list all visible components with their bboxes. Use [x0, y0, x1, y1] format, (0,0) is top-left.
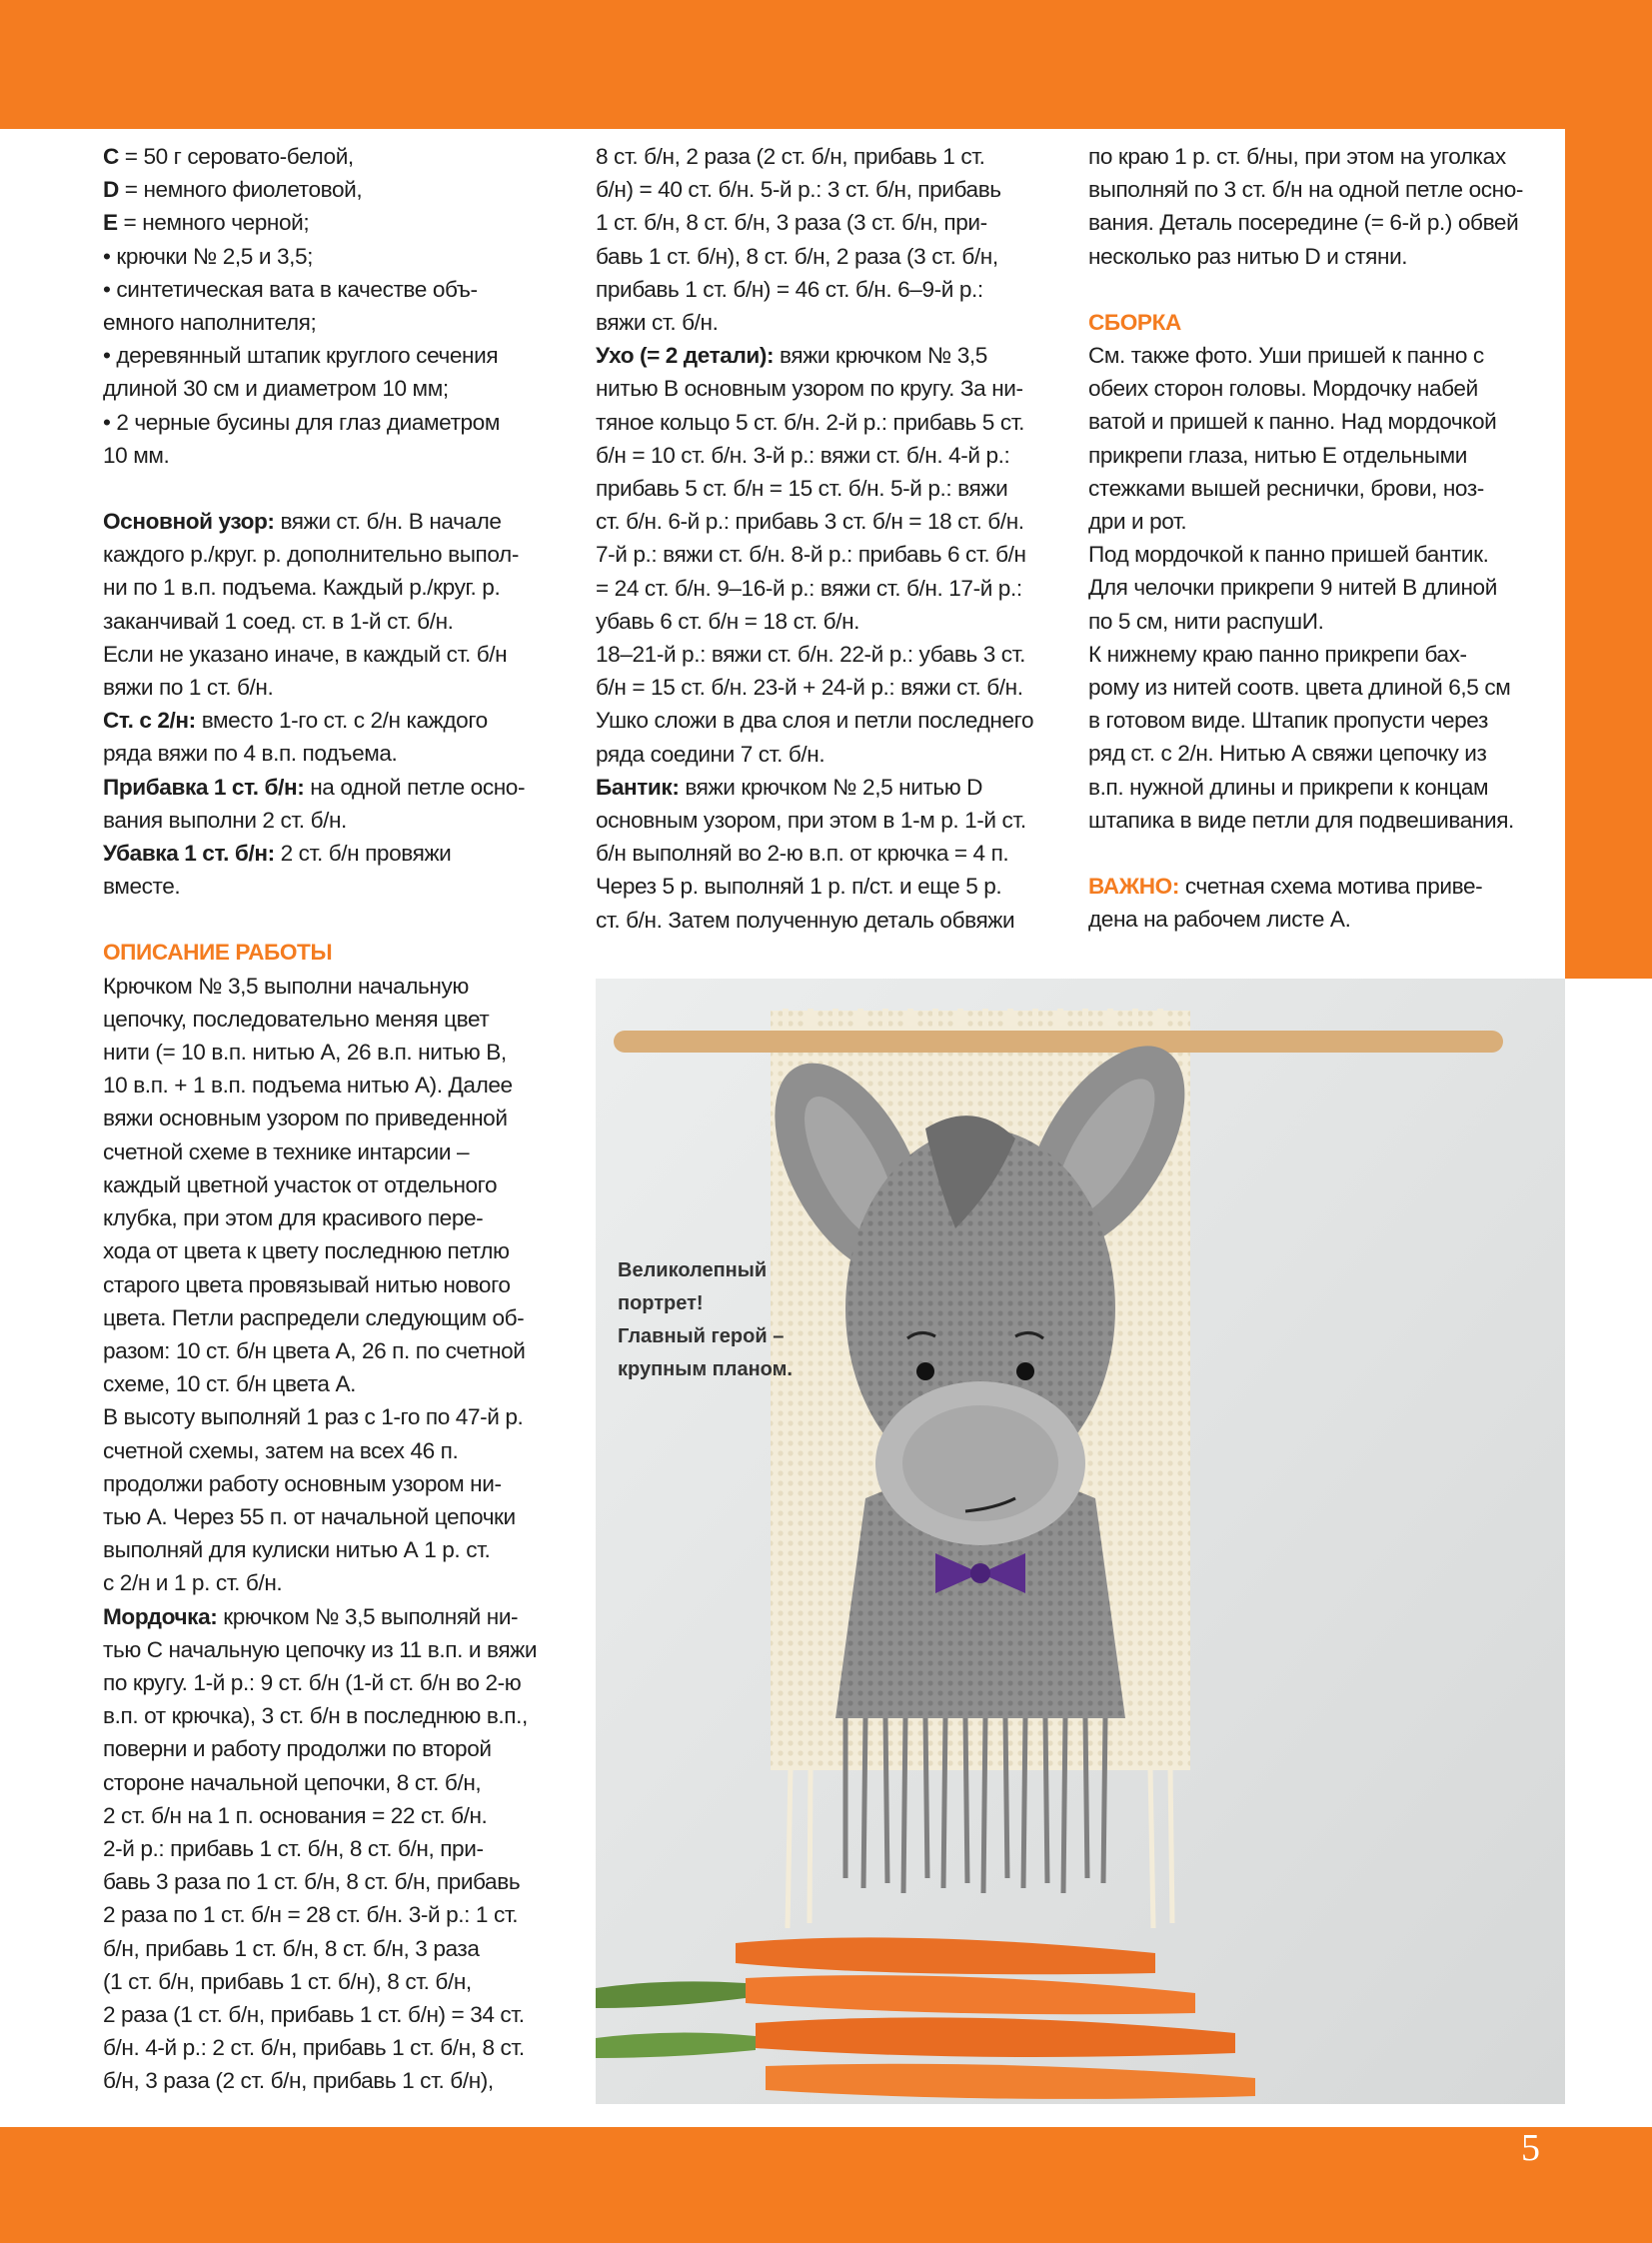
ear-line: нитью В основным узором по кругу. За ни- [596, 376, 1023, 402]
work-line: клубка, при этом для красивого пере- [103, 1205, 484, 1231]
photo-caption [618, 1254, 818, 1386]
assembly-line: штапика в виде петли для подвешивания. [1088, 807, 1514, 833]
muzzle-line: в.п. от крючка), 3 ст. б/н в последнюю в.п., [103, 1703, 528, 1729]
materials-line: 10 мм. [103, 442, 170, 468]
increase-line: вания выполни 2 ст. б/н. [103, 807, 347, 833]
muzzle-line: б/н, 3 раза (2 ст. б/н, прибавь 1 ст. б/н), [103, 2068, 494, 2094]
main-pattern-line: Если не указано иначе, в каждый ст. б/н [103, 641, 508, 667]
column-2 [596, 140, 1065, 937]
material-e: E = немного черной; [103, 210, 310, 236]
work-line: цепочку, последовательно меняя цвет [103, 1006, 490, 1032]
muzzle-cont-line: б/н) = 40 ст. б/н. 5-й р.: 3 ст. б/н, прибавь [596, 177, 1001, 203]
assembly-line: стежками вышей реснички, брови, ноз- [1088, 475, 1484, 501]
work-description-heading: ОПИСАНИЕ РАБОТЫ [103, 940, 333, 966]
assembly-line: ватой и пришей к панно. Над мордочкой [1088, 409, 1497, 435]
ear-line: Ухо (= 2 детали): вяжи крючком № 3,5 [596, 343, 987, 369]
muzzle-line: тью С начальную цепочку из 11 в.п. и вяжи [103, 1636, 538, 1662]
materials-line: • синтетическая вата в качестве объ- [103, 276, 478, 302]
work-line: каждый цветной участок от отдельного [103, 1171, 498, 1197]
bow-line: ст. б/н. Затем полученную деталь обвяжи [596, 907, 1015, 933]
column-1 [103, 140, 573, 2098]
work-line: хода от цвета к цвету последнюю петлю [103, 1238, 510, 1264]
ear-line: б/н = 10 ст. б/н. 3-й р.: вяжи ст. б/н. 4-й р.: [596, 442, 1010, 468]
ear-line: прибавь 5 ст. б/н = 15 ст. б/н. 5-й р.: вяжи [596, 476, 1008, 502]
work-line: старого цвета провязывай нитью нового [103, 1271, 511, 1297]
muzzle-line: Мордочка: крючком № 3,5 выполняй ни- [103, 1603, 519, 1629]
ear-line: = 24 ст. б/н. 9–16-й р.: вяжи ст. б/н. 17-й р.: [596, 575, 1022, 601]
work-line: счетной схеме в технике интарсии – [103, 1138, 470, 1164]
donkey-photo-illustration [596, 979, 1565, 2104]
assembly-line: К нижнему краю панно прикрепи бах- [1088, 641, 1467, 667]
materials-line: емного наполнителя; [103, 310, 317, 336]
caption-line: Великолепный [618, 1259, 768, 1281]
main-pattern-line: каждого р./круг. р. дополнительно выпол- [103, 542, 519, 568]
page-number: 5 [1521, 2127, 1540, 2169]
column-3 [1088, 140, 1558, 936]
work-line: Крючком № 3,5 выполни начальную [103, 973, 469, 999]
main-pattern-line: вяжи по 1 ст. б/н. [103, 675, 274, 701]
assembly-line: См. также фото. Уши пришей к панно с [1088, 343, 1484, 369]
muzzle-line: 2 ст. б/н на 1 п. основания = 22 ст. б/н. [103, 1802, 488, 1828]
assembly-line: прикрепи глаза, нитью Е отдельными [1088, 442, 1467, 468]
muzzle-line: (1 ст. б/н, прибавь 1 ст. б/н), 8 ст. б/н, [103, 1968, 472, 1994]
muzzle-line: 2 раза по 1 ст. б/н = 28 ст. б/н. 3-й р.: 1 ст. [103, 1902, 519, 1928]
caption-line: портрет! [618, 1292, 704, 1314]
materials-line: • 2 черные бусины для глаз диаметром [103, 409, 500, 435]
muzzle-line: бавь 3 раза по 1 ст. б/н, 8 ст. б/н, прибавь [103, 1869, 521, 1895]
important-note-line: дена на рабочем листе А. [1088, 907, 1351, 933]
st2n-line: Ст. с 2/н: вместо 1-го ст. с 2/н каждого [103, 708, 488, 734]
bow-line: Бантик: вяжи крючком № 2,5 нитью D [596, 774, 983, 800]
bow-line: б/н выполняй во 2-ю в.п. от крючка = 4 п. [596, 841, 1009, 867]
muzzle-cont-line: 1 ст. б/н, 8 ст. б/н, 3 раза (3 ст. б/н, при- [596, 210, 987, 236]
work-line: счетной схемы, затем на всех 46 п. [103, 1437, 459, 1463]
main-pattern-line: ни по 1 в.п. подъема. Каждый р./круг. р. [103, 575, 501, 601]
assembly-heading: СБОРКА [1088, 309, 1181, 335]
bottom-orange-band [0, 2127, 1652, 2243]
caption-line: Главный герой – [618, 1325, 785, 1347]
caption-line: крупным планом. [618, 1358, 793, 1380]
assembly-line: Для челочки прикрепи 9 нитей В длиной [1088, 575, 1497, 601]
ear-line: ряда соедини 7 ст. б/н. [596, 741, 826, 767]
material-d: D = немного фиолетовой, [103, 177, 363, 203]
left-eye [916, 1362, 934, 1380]
decrease-line: Убавка 1 ст. б/н: 2 ст. б/н провяжи [103, 841, 452, 867]
work-line: схеме, 10 ст. б/н цвета А. [103, 1371, 357, 1397]
materials-line: • деревянный штапик круглого сечения [103, 343, 499, 369]
muzzle-cont-line: вяжи ст. б/н. [596, 310, 719, 336]
work-line: вяжи основным узором по приведенной [103, 1106, 508, 1131]
muzzle-line: стороне начальной цепочки, 8 ст. б/н, [103, 1769, 482, 1795]
materials-line: длиной 30 см и диаметром 10 мм; [103, 376, 449, 402]
ear-line: убавь 6 ст. б/н = 18 ст. б/н. [596, 608, 860, 634]
right-orange-band [1565, 129, 1652, 979]
ear-line: 18–21-й р.: вяжи ст. б/н. 22-й р.: убавь 3 ст. [596, 642, 1025, 668]
assembly-line: по 5 см, нити распушИ. [1088, 608, 1324, 634]
work-line: разом: 10 ст. б/н цвета А, 26 п. по счетной [103, 1337, 526, 1363]
assembly-line: в.п. нужной длины и прикрепи к концам [1088, 774, 1489, 800]
bow-cont-line: несколько раз нитью D и стяни. [1088, 243, 1408, 269]
main-pattern-line: Основной узор: вяжи ст. б/н. В начале [103, 509, 502, 535]
muzzle-cont-line: прибавь 1 ст. б/н) = 46 ст. б/н. 6–9-й р.: [596, 276, 983, 302]
bow-cont-line: по краю 1 р. ст. б/ны, при этом на уголках [1088, 144, 1506, 169]
work-line: В высоту выполняй 1 раз с 1-го по 47-й р. [103, 1404, 524, 1430]
material-c: C = 50 г серовато-белой, [103, 144, 354, 169]
muzzle-cont-line: бавь 1 ст. б/н), 8 ст. б/н, 2 раза (3 ст. б/н, [596, 243, 998, 269]
work-line: нити (= 10 в.п. нитью А, 26 в.п. нитью В, [103, 1040, 507, 1066]
work-line: тью А. Через 55 п. от начальной цепочки [103, 1503, 516, 1529]
work-line: цвета. Петли распредели следующим об- [103, 1304, 525, 1330]
muzzle-line: 2-й р.: прибавь 1 ст. б/н, 8 ст. б/н, при- [103, 1835, 484, 1861]
ear-line: тяное кольцо 5 ст. б/н. 2-й р.: прибавь 5 ст. [596, 409, 1025, 435]
work-line: выполняй для кулиски нитью А 1 р. ст. [103, 1537, 491, 1563]
assembly-line: дри и рот. [1088, 509, 1187, 535]
increase-line: Прибавка 1 ст. б/н: на одной петле осно- [103, 774, 526, 800]
muzzle-line: по кругу. 1-й р.: 9 ст. б/н (1-й ст. б/н во 2-ю [103, 1669, 522, 1695]
ear-line: ст. б/н. 6-й р.: прибавь 3 ст. б/н = 18 ст. б/н. [596, 509, 1024, 535]
ear-line: Ушко сложи в два слоя и петли последнего [596, 708, 1034, 734]
st2n-line: ряда вяжи по 4 в.п. подъема. [103, 741, 398, 767]
ear-line: б/н = 15 ст. б/н. 23-й + 24-й р.: вяжи ст. б/н. [596, 675, 1023, 701]
assembly-line: в готовом виде. Штапик пропусти через [1088, 708, 1488, 734]
ear-line: 7-й р.: вяжи ст. б/н. 8-й р.: прибавь 6 ст. б/н [596, 542, 1026, 568]
bow-cont-line: вания. Деталь посередине (= 6-й р.) обвей [1088, 210, 1519, 236]
work-line: продолжи работу основным узором ни- [103, 1470, 502, 1496]
donkey-wall-hanging-photo [596, 979, 1565, 2104]
work-line: 10 в.п. + 1 в.п. подъема нитью А). Далее [103, 1073, 513, 1099]
assembly-line: обеих сторон головы. Мордочку набей [1088, 376, 1478, 402]
assembly-line: рому из нитей соотв. цвета длиной 6,5 см [1088, 675, 1511, 701]
assembly-line: ряд ст. с 2/н. Нитью А свяжи цепочку из [1088, 741, 1487, 767]
assembly-line: Под мордочкой к панно пришей бантик. [1088, 542, 1489, 568]
work-line: с 2/н и 1 р. ст. б/н. [103, 1570, 283, 1596]
wooden-dowel [614, 1031, 1503, 1053]
top-orange-band [0, 0, 1652, 129]
muzzle-line: 2 раза (1 ст. б/н, прибавь 1 ст. б/н) = 34 ст. [103, 2001, 525, 2027]
materials-line: • крючки № 2,5 и 3,5; [103, 243, 314, 269]
decrease-line: вместе. [103, 874, 181, 900]
muzzle-line: поверни и работу продолжи по второй [103, 1736, 492, 1762]
important-note: ВАЖНО: счетная схема мотива приве- [1088, 874, 1483, 900]
bow-line: основным узором, при этом в 1-м р. 1-й ст. [596, 808, 1026, 834]
muzzle-line: б/н. 4-й р.: 2 ст. б/н, прибавь 1 ст. б/н, 8 ст. [103, 2035, 525, 2061]
right-eye [1016, 1362, 1034, 1380]
bow-cont-line: выполняй по 3 ст. б/н на одной петле осно- [1088, 177, 1523, 203]
muzzle-cont-line: 8 ст. б/н, 2 раза (2 ст. б/н, прибавь 1 ст. [596, 144, 985, 169]
muzzle-line: б/н, прибавь 1 ст. б/н, 8 ст. б/н, 3 раза [103, 1935, 480, 1961]
bow-line: Через 5 р. выполняй 1 р. п/ст. и еще 5 р. [596, 874, 1002, 900]
main-pattern-line: заканчивай 1 соед. ст. в 1-й ст. б/н. [103, 608, 454, 634]
